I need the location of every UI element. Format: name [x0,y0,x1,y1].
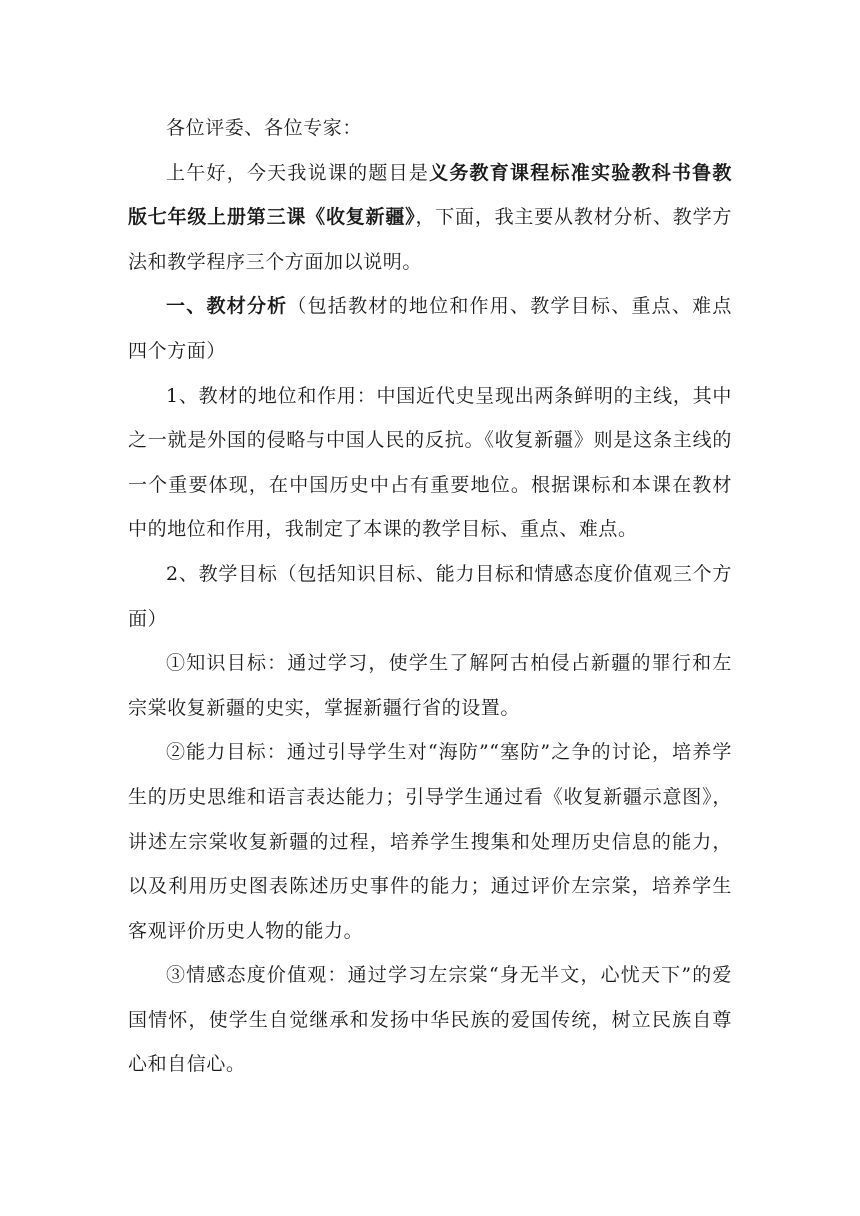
document-page [128,106,732,1087]
greeting-paragraph: 各位评委、各位专家： [166,117,363,139]
goal-knowledge-paragraph: ①知识目标：通过学习，使学生了解阿古柏侵占新疆的罪行和左宗棠收复新疆的史实，掌握新疆行省的设置。 [128,652,732,719]
item2-paragraph: 2、教学目标（包括知识目标、能力目标和情感态度价值观三个方面） [128,562,732,630]
item1-paragraph: 1、教材的地位和作用：中国近代史呈现出两条鲜明的主线，其中之一就是外国的侵略与中国人民的反抗。《收复新疆》则是这条主线的一个重要体现，在中国历史中占有重要地位。根据课标和本课在教材中的地位和作用，我制定了本课的教学目标、重点、难点。 [128,384,732,541]
lesson-title: 义务教育课程标准实验教科书鲁教版七年级上册第三课《收复新疆》 [128,161,732,229]
section1-heading: 一、教材分析 [166,295,288,318]
intro-suffix: ，下面，我主要从教材分析、教学方法和教学程序三个方面加以说明。 [128,206,732,273]
intro-paragraph [128,151,732,285]
intro-prefix: 上午好，今天我说课的题目是 [166,161,430,184]
section1-note: （包括教材的地位和作用、教学目标、重点、难点四个方面） [128,295,732,362]
goal-emotion-paragraph: ③情感态度价值观：通过学习左宗棠“身无半文，心忧天下”的爱国情怀，使学生自觉继承和发扬中华民族的爱国传统，树立民族自尊心和自信心。 [128,964,732,1076]
goal-ability-paragraph: ②能力目标：通过引导学生对“海防”“塞防”之争的讨论，培养学生的历史思维和语言表达能力；引导学生通过看《收复新疆示意图》，讲述左宗棠收复新疆的过程，培养学生搜集和处理历史信息的能力，以及利用历史图表陈述历史事件的能力；通过评价左宗棠，培养学生客观评价历史人物的能力。 [128,741,732,942]
section1-paragraph [128,284,732,373]
